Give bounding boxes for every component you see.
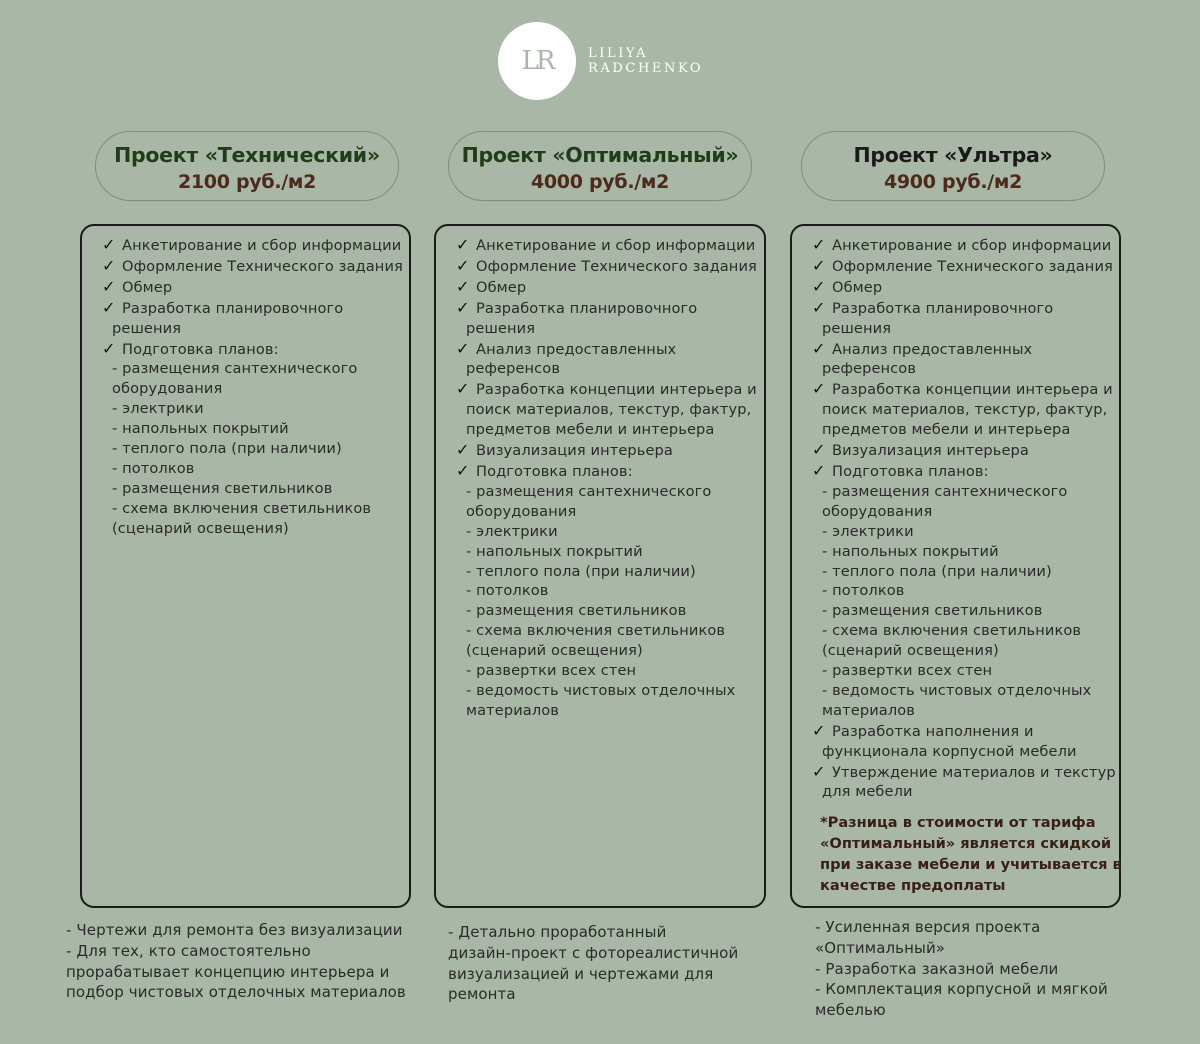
feature-line <box>812 661 1111 681</box>
feature-line <box>102 399 401 419</box>
plan-name: Проект «Технический» <box>114 143 380 167</box>
feature-line <box>102 459 401 479</box>
plan-header-optimal <box>448 131 752 201</box>
checkmark-icon: ✓ <box>102 338 116 358</box>
feature-text: Подготовка планов: <box>832 462 989 480</box>
feature-line <box>812 721 1111 742</box>
feature-line <box>102 419 401 439</box>
feature-text: - потолков <box>466 582 549 600</box>
feature-line <box>456 400 756 420</box>
feature-text: Обмер <box>122 278 173 296</box>
feature-line <box>456 522 756 542</box>
feature-line <box>812 298 1111 319</box>
plan-name: Проект «Ультра» <box>853 143 1053 167</box>
feature-line <box>812 581 1111 601</box>
note-line: *Разница в стоимости от тарифа <box>820 814 1096 832</box>
feature-line <box>456 319 756 339</box>
footer-line: мебелью <box>815 1001 886 1020</box>
footer-line: подбор чистовых отделочных материалов <box>66 983 406 1002</box>
feature-text: Подготовка планов: <box>476 462 633 480</box>
feature-line <box>102 298 401 319</box>
feature-text: материалов <box>466 701 559 719</box>
feature-text: Подготовка планов: <box>122 340 279 358</box>
checkmark-icon: ✓ <box>102 235 116 254</box>
feature-text: оборудования <box>112 380 223 398</box>
brand-logo <box>498 22 758 102</box>
feature-line <box>456 359 756 379</box>
footer-line: ремонта <box>448 985 516 1004</box>
feature-text: Утверждение материалов и текстур <box>832 763 1116 781</box>
feature-text: Визуализация интерьера <box>476 442 673 460</box>
feature-text: - развертки всех стен <box>466 662 637 680</box>
plan-footer-technical <box>66 920 406 1003</box>
feature-text: Разработка планировочного <box>122 299 344 317</box>
footer-line: - Усиленная версия проекта <box>815 918 1041 936</box>
feature-text: - размещения сантехнического <box>466 482 712 500</box>
feature-text: Разработка планировочного <box>476 299 698 317</box>
checkmark-icon: ✓ <box>102 255 116 275</box>
feature-text: функционала корпусной мебели <box>822 742 1077 760</box>
feature-text: - электрики <box>112 400 204 418</box>
checkmark-icon: ✓ <box>812 720 826 740</box>
feature-line <box>102 519 401 539</box>
feature-text: - развертки всех стен <box>822 662 993 680</box>
feature-line <box>102 479 401 499</box>
feature-line <box>456 581 756 601</box>
feature-text: Разработка концепции интерьера и <box>476 381 757 399</box>
feature-line <box>456 661 756 681</box>
plan-footer-optimal <box>448 922 738 1005</box>
logo-line-2: RADCHENKO <box>588 61 704 76</box>
feature-text: Разработка наполнения и <box>832 722 1034 740</box>
feature-line <box>102 319 401 339</box>
feature-text: поиск материалов, текстур, фактур, <box>466 401 752 419</box>
feature-line <box>456 277 756 298</box>
feature-text: Оформление Технического задания <box>476 257 757 275</box>
feature-text: поиск материалов, текстур, фактур, <box>822 401 1108 419</box>
plan-header-ultra <box>801 131 1105 201</box>
plan-price: 2100 руб./м2 <box>177 171 317 193</box>
feature-text: референсов <box>822 360 917 378</box>
feature-line <box>102 235 401 256</box>
feature-text: - размещения светильников <box>466 602 687 620</box>
feature-text: - электрики <box>466 522 558 540</box>
feature-line <box>102 359 401 379</box>
feature-line <box>456 601 756 621</box>
footer-line: - Детально проработанный <box>448 923 667 941</box>
feature-text: предметов мебели и интерьера <box>466 421 715 439</box>
feature-line <box>456 482 756 502</box>
feature-text: - схема включения светильников <box>822 622 1082 640</box>
feature-text: оборудования <box>466 502 577 520</box>
footer-line: «Оптимальный» <box>815 938 946 957</box>
feature-line <box>812 681 1111 701</box>
feature-line <box>456 542 756 562</box>
feature-line <box>812 742 1111 762</box>
feature-line <box>812 379 1111 400</box>
plan-price: 4900 руб./м2 <box>883 171 1023 193</box>
checkmark-icon: ✓ <box>812 297 826 317</box>
logo-monogram: LR <box>498 22 576 100</box>
feature-line <box>812 420 1111 440</box>
checkmark-icon: ✓ <box>812 460 826 480</box>
checkmark-icon: ✓ <box>812 440 826 460</box>
feature-text: - теплого пола (при наличии) <box>466 562 696 580</box>
feature-line <box>102 499 401 519</box>
feature-text: - теплого пола (при наличии) <box>112 440 342 458</box>
feature-text: - размещения светильников <box>822 602 1043 620</box>
checkmark-icon: ✓ <box>812 276 826 296</box>
feature-line <box>456 256 756 277</box>
feature-line <box>456 379 756 400</box>
note-line: «Оптимальный» является скидкой <box>820 835 1112 853</box>
feature-text: Анализ предоставленных <box>832 340 1033 358</box>
feature-line <box>812 542 1111 562</box>
plan-price: 4000 руб./м2 <box>530 171 670 193</box>
feature-line <box>812 319 1111 339</box>
feature-line <box>812 440 1111 461</box>
checkmark-icon: ✓ <box>456 460 470 480</box>
plan-name: Проект «Оптимальный» <box>461 143 739 167</box>
feature-line <box>812 761 1116 783</box>
checkmark-icon: ✓ <box>812 379 826 399</box>
feature-line <box>456 621 756 641</box>
feature-text: (сценарий освещения) <box>466 642 643 660</box>
checkmark-icon: ✓ <box>456 276 470 296</box>
discount-note <box>812 812 1122 896</box>
footer-line: - Разработка заказной мебели <box>815 959 1059 978</box>
plan-card-technical <box>80 224 411 908</box>
feature-text: решения <box>112 319 182 337</box>
feature-line <box>812 482 1111 502</box>
checkmark-icon: ✓ <box>102 297 116 317</box>
checkmark-icon: ✓ <box>812 338 826 358</box>
feature-text: - напольных покрытий <box>466 542 643 560</box>
feature-text: Оформление Технического задания <box>122 257 403 275</box>
feature-line <box>102 277 401 298</box>
feature-line <box>456 420 756 440</box>
feature-text: - теплого пола (при наличии) <box>822 562 1052 580</box>
feature-line <box>812 502 1111 522</box>
feature-text: Разработка концепции интерьера и <box>832 381 1113 399</box>
checkmark-icon: ✓ <box>456 255 470 275</box>
feature-line <box>812 601 1111 621</box>
note-line: при заказе мебели и учитывается в <box>820 856 1122 874</box>
feature-text: - потолков <box>112 459 195 477</box>
feature-text: Анализ предоставленных <box>476 340 677 358</box>
feature-text: Обмер <box>476 278 527 296</box>
feature-text: - ведомость чистовых отделочных <box>466 681 736 699</box>
feature-text: - напольных покрытий <box>112 420 289 438</box>
feature-line <box>812 562 1111 582</box>
footer-line: - Для тех, кто самостоятельно <box>66 941 311 960</box>
feature-line <box>456 562 756 582</box>
footer-line: - Чертежи для ремонта без визуализации <box>66 921 403 939</box>
feature-text: решения <box>822 319 892 337</box>
feature-text: - схема включения светильников <box>112 499 372 517</box>
feature-line <box>456 235 756 256</box>
note-line: качестве предоплаты <box>820 877 1006 895</box>
feature-line <box>812 277 1111 298</box>
feature-text: - напольных покрытий <box>822 542 999 560</box>
plan-footer-ultra <box>815 917 1108 1021</box>
feature-text: Визуализация интерьера <box>832 442 1029 460</box>
feature-text: решения <box>466 319 536 337</box>
feature-text: (сценарий освещения) <box>822 642 999 660</box>
feature-text: материалов <box>822 701 915 719</box>
feature-text: Обмер <box>832 278 883 296</box>
feature-text: - размещения светильников <box>112 479 333 497</box>
feature-line <box>102 379 401 399</box>
footer-line: - Комплектация корпусной и мягкой <box>815 980 1108 999</box>
feature-text: Разработка планировочного <box>832 299 1054 317</box>
plan-card-optimal <box>434 224 766 908</box>
feature-line <box>456 502 756 522</box>
plan-card-ultra <box>790 224 1121 908</box>
feature-text: - схема включения светильников <box>466 622 726 640</box>
feature-text: Анкетирование и сбор информации <box>476 237 756 254</box>
feature-text: - ведомость чистовых отделочных <box>822 681 1092 699</box>
plan-header-technical <box>95 131 399 201</box>
feature-line <box>456 641 756 661</box>
feature-line <box>456 701 756 721</box>
feature-line <box>456 681 756 701</box>
logo-wordmark <box>588 46 703 76</box>
feature-text: - электрики <box>822 522 914 540</box>
feature-text: - размещения сантехнического <box>822 482 1068 500</box>
feature-line <box>102 256 401 277</box>
feature-line <box>102 339 401 360</box>
checkmark-icon: ✓ <box>456 235 470 254</box>
checkmark-icon: ✓ <box>102 276 116 296</box>
feature-line <box>812 621 1111 641</box>
feature-line <box>456 440 756 461</box>
feature-text: референсов <box>466 360 561 378</box>
feature-line <box>812 256 1111 277</box>
checkmark-icon: ✓ <box>456 338 470 358</box>
feature-line <box>812 641 1111 661</box>
feature-line <box>456 461 756 482</box>
checkmark-icon: ✓ <box>456 440 470 460</box>
feature-text: предметов мебели и интерьера <box>822 421 1071 439</box>
checkmark-icon: ✓ <box>812 761 826 781</box>
feature-line <box>456 298 756 319</box>
feature-text: Оформление Технического задания <box>832 257 1113 275</box>
checkmark-icon: ✓ <box>812 235 826 254</box>
feature-line <box>812 235 1111 256</box>
logo-line-1: LILIYA <box>588 46 649 61</box>
feature-line <box>812 522 1111 542</box>
footer-line: дизайн-проект с фотореалистичной <box>448 943 739 962</box>
feature-text: Анкетирование и сбор информации <box>122 237 402 254</box>
feature-line <box>812 339 1111 360</box>
feature-text: - размещения сантехнического <box>112 360 358 378</box>
checkmark-icon: ✓ <box>812 255 826 275</box>
feature-line <box>812 400 1111 420</box>
feature-line <box>102 439 401 459</box>
feature-line <box>812 461 1111 482</box>
feature-text: (сценарий освещения) <box>112 519 289 537</box>
feature-text: оборудования <box>822 502 933 520</box>
feature-text: Анкетирование и сбор информации <box>832 237 1112 254</box>
feature-text: для мебели <box>822 783 913 801</box>
feature-line <box>456 339 756 360</box>
checkmark-icon: ✓ <box>456 379 470 399</box>
footer-line: визуализацией и чертежами для <box>448 964 714 983</box>
checkmark-icon: ✓ <box>456 297 470 317</box>
feature-line <box>812 359 1111 379</box>
feature-text: - потолков <box>822 582 905 600</box>
feature-line <box>812 782 1111 802</box>
footer-line: прорабатывает концепцию интерьера и <box>66 962 390 981</box>
feature-line <box>812 701 1111 721</box>
